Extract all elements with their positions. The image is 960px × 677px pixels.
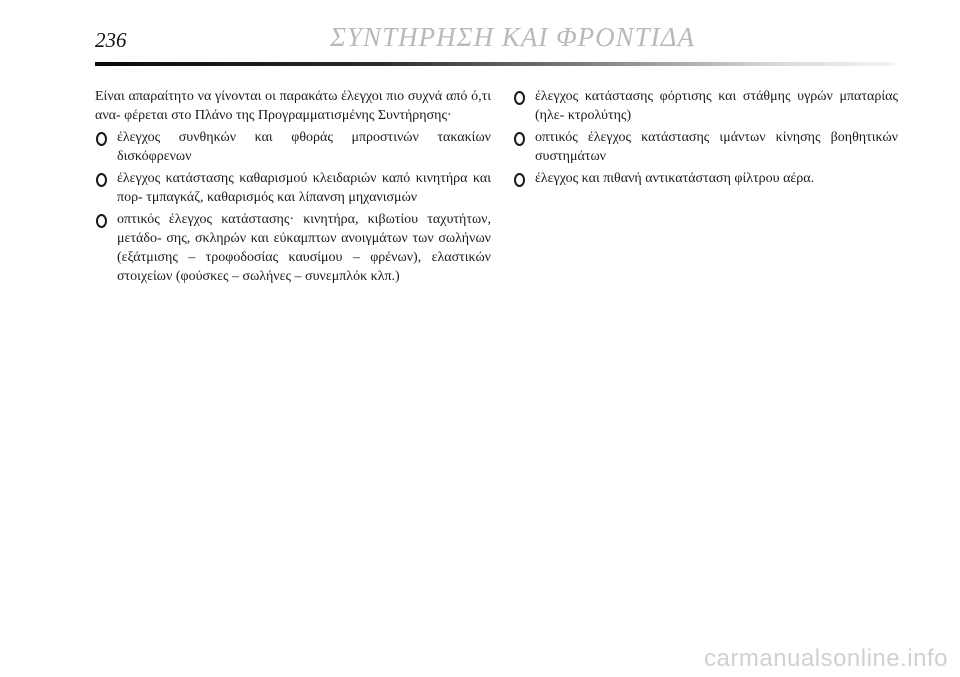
list-item [513,87,898,125]
bullet-icon [514,91,525,105]
left-bullet-list [95,128,491,286]
list-item [513,169,898,188]
bullet-icon [96,214,107,228]
watermark: carmanualsonline.info [704,645,948,672]
bullet-icon [514,173,525,187]
section-title: ΣΥΝΤΗΡΗΣΗ ΚΑΙ ΦΡΟΝΤΙΔΑ [330,22,696,52]
list-item [95,169,491,207]
list-item-text: έλεγχος και πιθανή αντικατάσταση φίλτρου αέρα. [535,171,815,186]
list-item-text: έλεγχος κατάστασης καθαρισμού κλειδαριών καπό κινητήρα και πορ- τμπαγκάζ, καθαρισμός και λίπανση μηχανισμών [117,171,491,205]
list-item-text: έλεγχος κατάστασης φόρτισης και στάθμης υγρών μπαταρίας (ηλε- κτρολύτης) [535,89,898,123]
right-column [513,87,898,191]
right-bullet-list [513,87,898,188]
list-item-text: οπτικός έλεγχος κατάστασης ιμάντων κίνησης βοηθητικών συστημάτων [535,130,898,164]
list-item [95,210,491,286]
bullet-icon [96,173,107,187]
page-number: 236 [95,28,127,52]
intro-paragraph: Είναι απαραίτητο να γίνονται οι παρακάτω έλεγχοι πιο συχνά από ό,τι ανα- φέρεται στο Πλάνο της Προγραμματισμένης Συντήρησης· [95,89,491,123]
bullet-icon [96,132,107,146]
header-rule [95,62,895,66]
list-item [95,128,491,166]
left-column [95,87,491,289]
list-item-text: έλεγχος συνθηκών και φθοράς μπροστινών τακακίων δισκόφρενων [117,130,491,164]
list-item-text: οπτικός έλεγχος κατάστασης· κινητήρα, κιβωτίου ταχυτήτων, μετάδο- σης, σκληρών και εύκαμπτων ανοιγμάτων των σωλήνων (εξάτμισης – τροφοδοσίας καυσίμου – φρένων), ελαστικών στοιχείων (φούσκες – σωλήνες – συνεμπλόκ κλπ.) [117,212,491,284]
bullet-icon [514,132,525,146]
list-item [513,128,898,166]
